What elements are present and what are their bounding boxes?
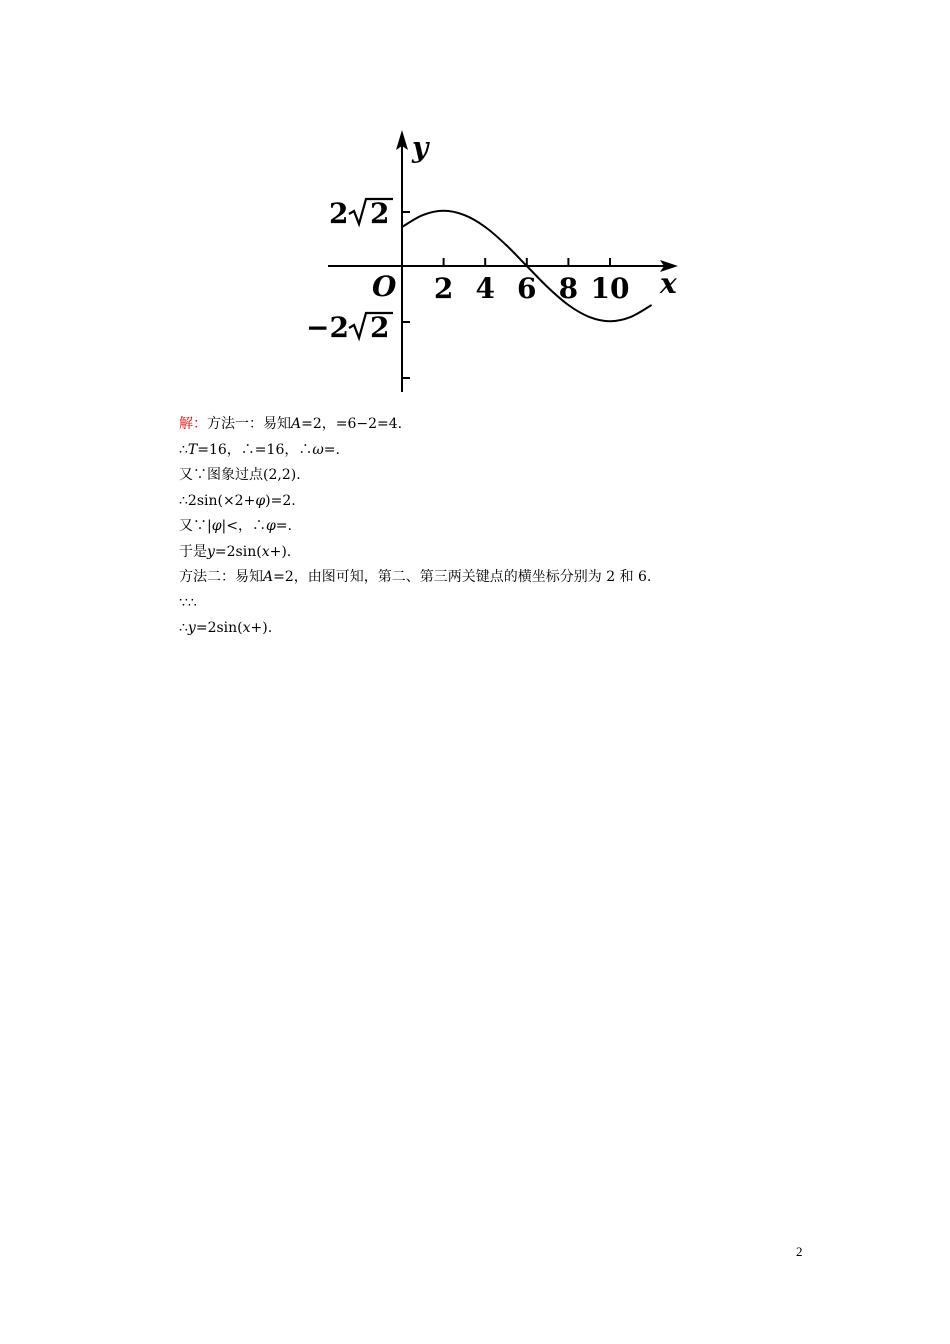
x-tick-label: 6 [517, 272, 537, 305]
solution-line-6 [179, 540, 799, 566]
y-tick-pos-radicand: 2 [370, 197, 390, 230]
x-tick-labels [434, 272, 630, 305]
var-A: A [291, 416, 302, 432]
text-run: ∴2sin(×2+ [179, 492, 256, 509]
y-tick-label-pos [329, 197, 393, 230]
text-run: =16，∴=16，∴ [197, 441, 313, 458]
y-tick-label-neg [306, 311, 393, 344]
var-y: y [187, 620, 196, 636]
solution-line-9 [179, 616, 799, 642]
origin-label: O [372, 270, 397, 303]
text-run: 方法二：易知 [179, 569, 263, 585]
var-omega: ω [312, 441, 324, 458]
y-tick-neg-radicand: 2 [370, 311, 390, 344]
text-run: ∴ [179, 620, 188, 636]
text-run: 方法一：易知 [207, 416, 291, 432]
text-run: =2sin( [195, 620, 243, 636]
var-phi: φ [211, 518, 222, 534]
solution-line-1 [179, 412, 799, 438]
page-number: 2 [796, 1244, 803, 1259]
text-run: |<，∴ [221, 518, 266, 534]
var-phi: φ [255, 492, 266, 509]
text-run: =2，由图可知，第二、第三两关键点的横坐标分别为 2 和 6. [273, 569, 652, 585]
var-phi: φ [265, 518, 276, 534]
text-run: =. [323, 441, 340, 458]
function-graph [300, 120, 700, 400]
solution-line-5 [179, 514, 799, 540]
var-y: y [207, 543, 215, 560]
text-run: =2，=6−2=4. [301, 416, 403, 432]
x-tick-label: 8 [558, 272, 579, 305]
x-axis-label: x [660, 267, 677, 300]
text-run: +). [250, 620, 273, 636]
text-run: 又∵| [179, 518, 212, 534]
solution-line-4 [179, 489, 799, 515]
text-run: ∴ [179, 441, 188, 458]
text-run: +). [269, 543, 292, 560]
text-run: )=2. [265, 492, 296, 509]
x-tick-label: 2 [433, 272, 454, 305]
var-x: x [242, 620, 251, 636]
text-run: 于是 [179, 543, 207, 560]
solution-line-2 [179, 438, 799, 464]
solution-line-8: ∵∴ [179, 594, 197, 611]
x-tick-label: 10 [590, 272, 630, 305]
solution-line-7 [179, 565, 799, 591]
var-T: T [187, 441, 198, 458]
y-axis-label: y [412, 131, 429, 164]
text-run: =. [275, 518, 292, 534]
solution-heading: 解： [179, 416, 207, 432]
solution-text [179, 412, 799, 642]
text-run: =2sin( [214, 543, 262, 560]
x-tick-label: 4 [475, 272, 495, 305]
y-tick-pos-coef: 2 [329, 197, 349, 230]
var-A: A [263, 569, 274, 585]
var-x: x [261, 543, 270, 560]
graph-svg [300, 120, 700, 400]
y-tick-neg-coef: −2 [306, 311, 349, 344]
solution-line-3: 又∵图象过点(2,2). [179, 467, 301, 483]
